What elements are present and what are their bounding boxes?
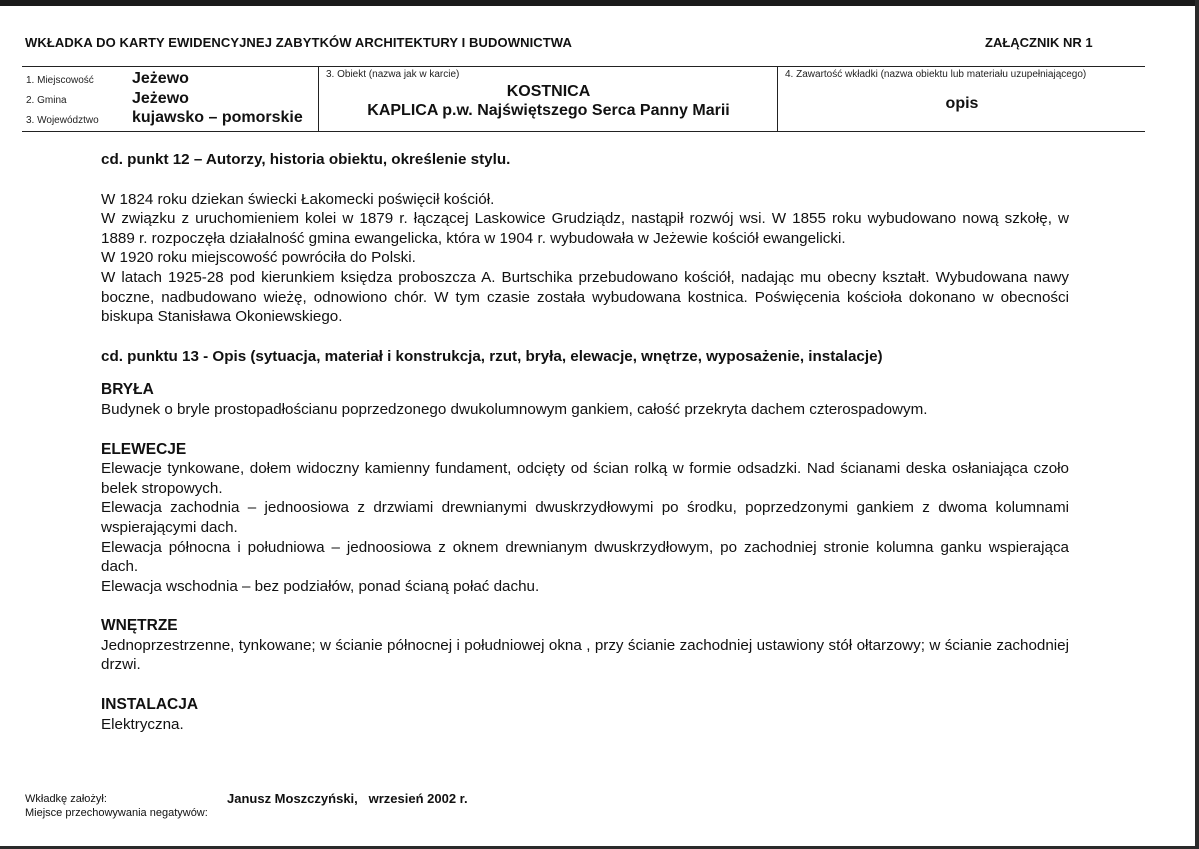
history-paragraph: W 1920 roku miejscowość powróciła do Polski. — [101, 249, 416, 267]
point13-heading: cd. punktu 13 - Opis (sytuacja, materiał i konstrukcja, rzut, bryła, elewacje, wnętrze, wyposażenie, instalacje) — [101, 347, 883, 365]
section-heading-elewacje: ELEWECJE — [101, 440, 187, 458]
object-name-line2: KAPLICA p.w. Najświętszego Serca Panny Marii — [367, 102, 730, 119]
elewacje-paragraph: Elewacja wschodnia – bez podziałów, ponad ścianą połać dachu. — [101, 577, 540, 595]
form-title: WKŁADKA DO KARTY EWIDENCYJNEJ ZABYTKÓW ARCHITEKTURY I BUDOWNICTWA — [25, 35, 572, 50]
document-body — [101, 150, 1069, 734]
commune-label: 2. Gmina — [26, 95, 67, 106]
elewacje-paragraph: Elewacja północna i południowa – jednoosiowa z oknem drewnianym dwuskrzydłowym, po zachodniej stronie kolumna ganku wspierająca dach. — [101, 538, 1069, 576]
voivodeship-label: 3. Województwo — [26, 115, 99, 126]
object-label: 3. Obiekt (nazwa jak w karcie) — [326, 69, 460, 80]
elewacje-paragraph: Elewacje tynkowane, dołem widoczny kamienny fundament, odcięty od ścian rolką w formie odsadzki. Nad ścianami deska osłaniająca czoło belek stropowych. — [101, 460, 1069, 497]
place-value: Jeżewo — [132, 70, 189, 87]
voivodeship-row — [26, 109, 316, 129]
bryla-text: Budynek o bryle prostopadłościanu poprzedzonego dwukolumnowym gankiem, całość przekryta dachem czterospadowym. — [101, 400, 928, 418]
scan-border-right — [1195, 0, 1199, 849]
history-paragraph: W związku z uruchomieniem kolei w 1879 r. łączącej Laskowice Grudziądz, nastąpił rozwój wsi. W 1855 roku wybudowano nową szkołę, w 1889 r. rozpoczęła działalność gmina ewangelicka, która w 1904 r. wybudowała w Jeżewie kościół ewangelicki. — [101, 210, 1069, 247]
contents-label: 4. Zawartość wkładki (nazwa obiektu lub materiału uzupełniającego) — [785, 69, 1087, 80]
history-paragraph: W 1824 roku dziekan świecki Łakomecki poświęcił kościół. — [101, 190, 495, 208]
object-cell — [320, 67, 778, 131]
contents-value: opis — [945, 95, 979, 112]
point12-heading: cd. punkt 12 – Autorzy, historia obiektu, określenie stylu. — [101, 151, 511, 168]
history-paragraph: W latach 1925-28 pod kierunkiem księdza proboszcza A. Burtschika przebudowano kościół, nadając mu obecny kształt. Wybudowana nawy boczne, nadbudowano wieżę, odnowiono chór. W tym czasie została wybudowana kostnica. Poświęcenia kościoła dokonano w obecności biskupa Stanisława Okoniewskiego. — [101, 268, 1069, 326]
author-and-date: Janusz Moszczyński, wrzesień 2002 r. — [227, 791, 468, 806]
place-label: 1. Miejscowość — [26, 75, 94, 86]
contents-cell — [779, 67, 1145, 131]
identification-table — [22, 66, 1145, 132]
location-cell — [22, 67, 319, 131]
commune-row — [26, 90, 316, 110]
negatives-location-label: Miejsce przechowywania negatywów: — [25, 807, 208, 819]
scan-border-top — [0, 0, 1199, 6]
created-by-label: Wkładkę założył: — [25, 793, 107, 805]
section-heading-bryla: BRYŁA — [101, 381, 154, 399]
section-heading-instalacja: INSTALACJA — [101, 696, 199, 714]
section-heading-wnetrze: WNĘTRZE — [101, 617, 178, 635]
object-name-line1: KOSTNICA — [506, 83, 591, 100]
voivodeship-value: kujawsko – pomorskie — [132, 109, 303, 126]
instalacja-text: Elektryczna. — [101, 715, 184, 733]
wnetrze-text: Jednoprzestrzenne, tynkowane; w ścianie północnej i południowej okna , przy ścianie zachodniej ustawiony stół ołtarzowy; w ścianie zachodniej drzwi. — [101, 636, 1069, 674]
annex-number: ZAŁĄCZNIK NR 1 — [985, 35, 1093, 50]
place-row — [26, 70, 316, 90]
commune-value: Jeżewo — [132, 90, 189, 107]
elewacje-paragraph: Elewacja zachodnia – jednoosiowa z drzwiami drewnianymi dwuskrzydłowymi po środku, poprzedzonymi gankiem z dwoma kolumnami wspierającymi dach. — [101, 499, 1069, 536]
